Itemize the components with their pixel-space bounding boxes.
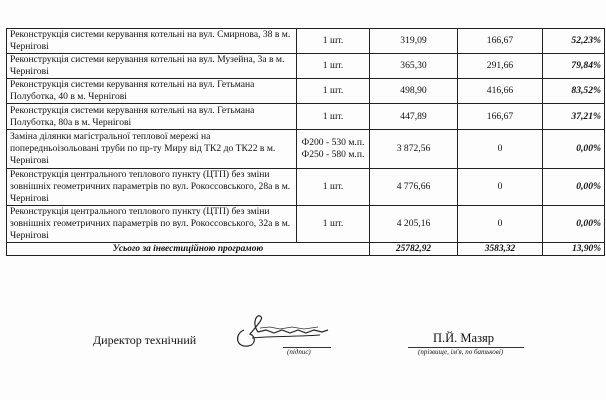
table-row xyxy=(7,130,605,169)
completion-percent: 52,23% xyxy=(543,29,605,54)
actual-cost: 416,66 xyxy=(458,79,543,104)
quantity: 1 шт. xyxy=(297,206,370,243)
total-planned: 25782,92 xyxy=(370,243,458,256)
planned-cost: 4 205,16 xyxy=(370,206,458,243)
table-row xyxy=(7,104,605,130)
table-row xyxy=(7,79,605,104)
signatory-name: П.Й. Мазяр xyxy=(433,331,495,345)
planned-cost: 365,30 xyxy=(370,54,458,79)
actual-cost: 0 xyxy=(458,169,543,206)
project-description: Реконструкція системи керування котельні на вул. Музейна, 3а в м. Чернігові xyxy=(7,54,297,79)
total-label: Усього за інвестиційною програмою xyxy=(7,243,370,256)
planned-cost: 319,09 xyxy=(370,29,458,54)
total-row xyxy=(7,243,605,256)
handwritten-signature xyxy=(230,308,340,356)
quantity xyxy=(297,130,370,169)
actual-cost: 0 xyxy=(458,206,543,243)
quantity: 1 шт. xyxy=(297,169,370,206)
completion-percent: 37,21% xyxy=(543,104,605,130)
quantity: 1 шт. xyxy=(297,104,370,130)
completion-percent: 83,52% xyxy=(543,79,605,104)
investment-table xyxy=(6,28,605,256)
planned-cost: 3 872,56 xyxy=(370,130,458,169)
actual-cost: 291,66 xyxy=(458,54,543,79)
completion-percent: 0,00% xyxy=(543,206,605,243)
planned-cost: 4 776,66 xyxy=(370,169,458,206)
project-description: Реконструкція системи керування котельні на вул. Гетьмана Полуботка, 40 в м. Чернігові xyxy=(7,79,297,104)
table-row xyxy=(7,29,605,54)
signatory-role: Директор технічний xyxy=(93,333,197,347)
signature-caption: (підпис) xyxy=(287,348,311,356)
table-row xyxy=(7,206,605,243)
project-description: Реконструкція центрального теплового пункту (ЦТП) без зміни зовнішніх геометричних параметрів по вул. Рокоссовського, 32а в м. Чернігові xyxy=(7,206,297,243)
quantity: 1 шт. xyxy=(297,79,370,104)
completion-percent: 0,00% xyxy=(543,130,605,169)
total-actual: 3583,32 xyxy=(458,243,543,256)
planned-cost: 498,90 xyxy=(370,79,458,104)
project-description: Реконструкція системи керування котельні на вул. Смирнова, 38 в м. Чернігові xyxy=(7,29,297,54)
name-caption: (прізвище, ім'я, по батькові) xyxy=(418,348,504,356)
table-row xyxy=(7,169,605,206)
project-description: Заміна ділянки магістральної теплової мережі на попередньоізольовані труби по пр-ту Миру від ТК2 до ТК22 в м. Чернігові xyxy=(7,130,297,169)
actual-cost: 166,67 xyxy=(458,29,543,54)
total-percent: 13,90% xyxy=(543,243,605,256)
quantity: 1 шт. xyxy=(297,29,370,54)
completion-percent: 79,84% xyxy=(543,54,605,79)
actual-cost: 0 xyxy=(458,130,543,169)
project-description: Реконструкція системи керування котельні на вул. Гетьмана Полуботка, 80а в м. Чернігові xyxy=(7,104,297,130)
quantity-line: Ф200 - 530 м.п. xyxy=(301,137,365,148)
quantity-line: Ф250 - 580 м.п. xyxy=(301,149,365,160)
planned-cost: 447,89 xyxy=(370,104,458,130)
table-row xyxy=(7,54,605,79)
completion-percent: 0,00% xyxy=(543,169,605,206)
actual-cost: 166,67 xyxy=(458,104,543,130)
quantity: 1 шт. xyxy=(297,54,370,79)
project-description: Реконструкція центрального теплового пункту (ЦТП) без зміни зовнішніх геометричних параметрів по вул. Рокоссовського, 28а в м. Чернігові xyxy=(7,169,297,206)
signature-block xyxy=(0,300,606,400)
